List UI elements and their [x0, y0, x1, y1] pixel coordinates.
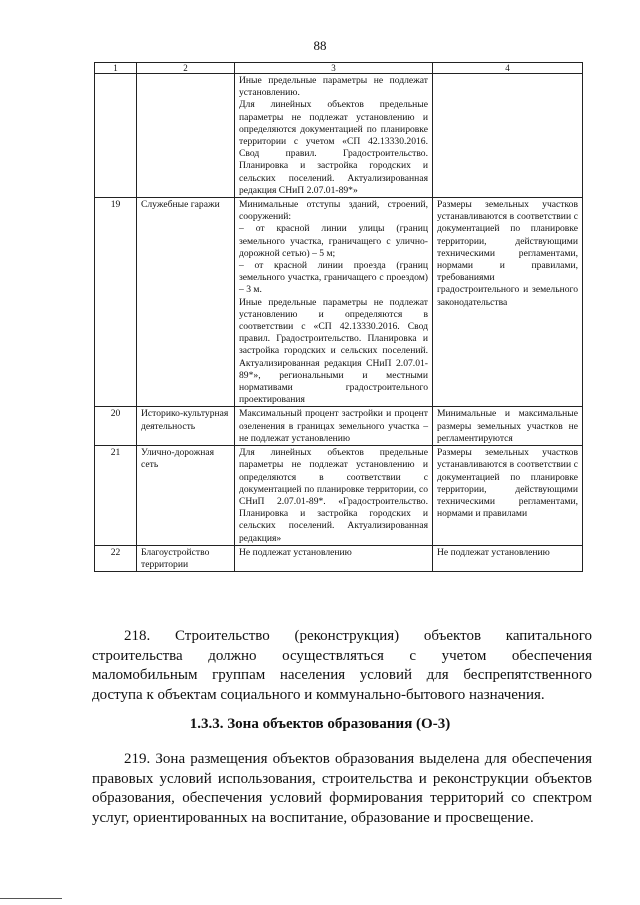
continuation-text-2: Для линейных объектов предельные параметры не подлежат установлению и определяются документацией по планировке территории с учетом «СП 42.13330.2016. Свод правил. Градостроительство. Планировка и застройка городских и сельских поселений. Актуализированная редакция СНиП 2.07.01-89*»: [239, 99, 428, 196]
table-row-continuation: [95, 74, 583, 198]
table-cell-sizes: Не подлежат установлению: [433, 545, 583, 571]
regulations-table: [94, 62, 583, 572]
table-cell-num: 19: [95, 198, 137, 407]
table-row: [95, 545, 583, 571]
table-cell-params: Не подлежат установлению: [235, 545, 433, 571]
table-header-cell: 1: [95, 63, 137, 74]
table-header-cell: 2: [137, 63, 235, 74]
table-cell-num: 21: [95, 446, 137, 546]
table-cell-sizes: Минимальные и максимальные размеры земельных участков не регламентируются: [433, 407, 583, 446]
section-heading: 1.3.3. Зона объектов образования (О-3): [189, 716, 451, 732]
table-cell-sizes: Размеры земельных участков устанавливаются в соответствии с документацией по планировке территории, действующими техническими регламентами, нормами и правилами, требованиями градостроительного и земельного законодательства: [433, 198, 583, 407]
table-header-cell: 3: [235, 63, 433, 74]
page-number: 88: [313, 38, 327, 53]
table-cell-sizes: Размеры земельных участков устанавливаются в соответствии с документацией по планировке территории, действующими техническими регламентами, нормами и правилами: [433, 446, 583, 546]
table-cell-name: Благоустройство территории: [137, 545, 235, 571]
table-cell-num: [95, 74, 137, 198]
table-header-cell: 4: [433, 63, 583, 74]
table-header-row: [95, 63, 583, 74]
table-cell-name: [137, 74, 235, 198]
table-cell-params: Минимальные отступы зданий, строений, сооружений: – от красной линии улицы (границ земельного участка, граничащего с улично-дорожной сетью) – 5 м; – от красной линии проезда (границ земельного участка, граничащего с проездом) – 3 м. Иные предельные параметры не подлежат установлению и определяются в соответствии с «СП 42.13330.2016. Свод правил. Градостроительство. Планировка и застройка городских и сельских поселений. Актуализированная редакция СНиП 2.07.01-89*», региональными и местными нормативами градостроительного проектирования: [235, 198, 433, 407]
table-cell-params: Для линейных объектов предельные параметры не подлежат установлению и определяются в соответствии с документацией по планировке территории, со СНиП 2.07.01-89*. «Градостроительство. Планировка и застройка городских и сельских поселений. Актуализированная редакция»: [235, 446, 433, 546]
table-cell-params: [235, 74, 433, 198]
continuation-text-1: Иные предельные параметры не подлежат установлению.: [239, 75, 428, 99]
table-row: [95, 446, 583, 546]
paragraph-218: 218. Строительство (реконструкция) объектов капитального строительства должно осуществляться с учетом обеспечения маломобильным группам населения условий для беспрепятственного доступа к объектам социального и коммунально-бытового назначения.: [92, 628, 592, 704]
table-row: [95, 198, 583, 407]
table-cell-name: Историко-культурная деятельность: [137, 407, 235, 446]
table-cell-name: Улично-дорожная сеть: [137, 446, 235, 546]
table-cell-num: 20: [95, 407, 137, 446]
table-cell-params: Максимальный процент застройки и процент озеленения в границах земельного участка – не подлежат установлению: [235, 407, 433, 446]
table-cell-sizes: [433, 74, 583, 198]
table-row: [95, 407, 583, 446]
table-cell-name: Служебные гаражи: [137, 198, 235, 407]
paragraph-219: 219. Зона размещения объектов образования выделена для обеспечения правовых условий использования, строительства и реконструкции объектов образования, обеспечения условий формирования территорий со спектром услуг, ориентированных на воспитание, образование и просвещение.: [92, 751, 592, 827]
footnote-divider: [0, 898, 62, 899]
table-cell-num: 22: [95, 545, 137, 571]
